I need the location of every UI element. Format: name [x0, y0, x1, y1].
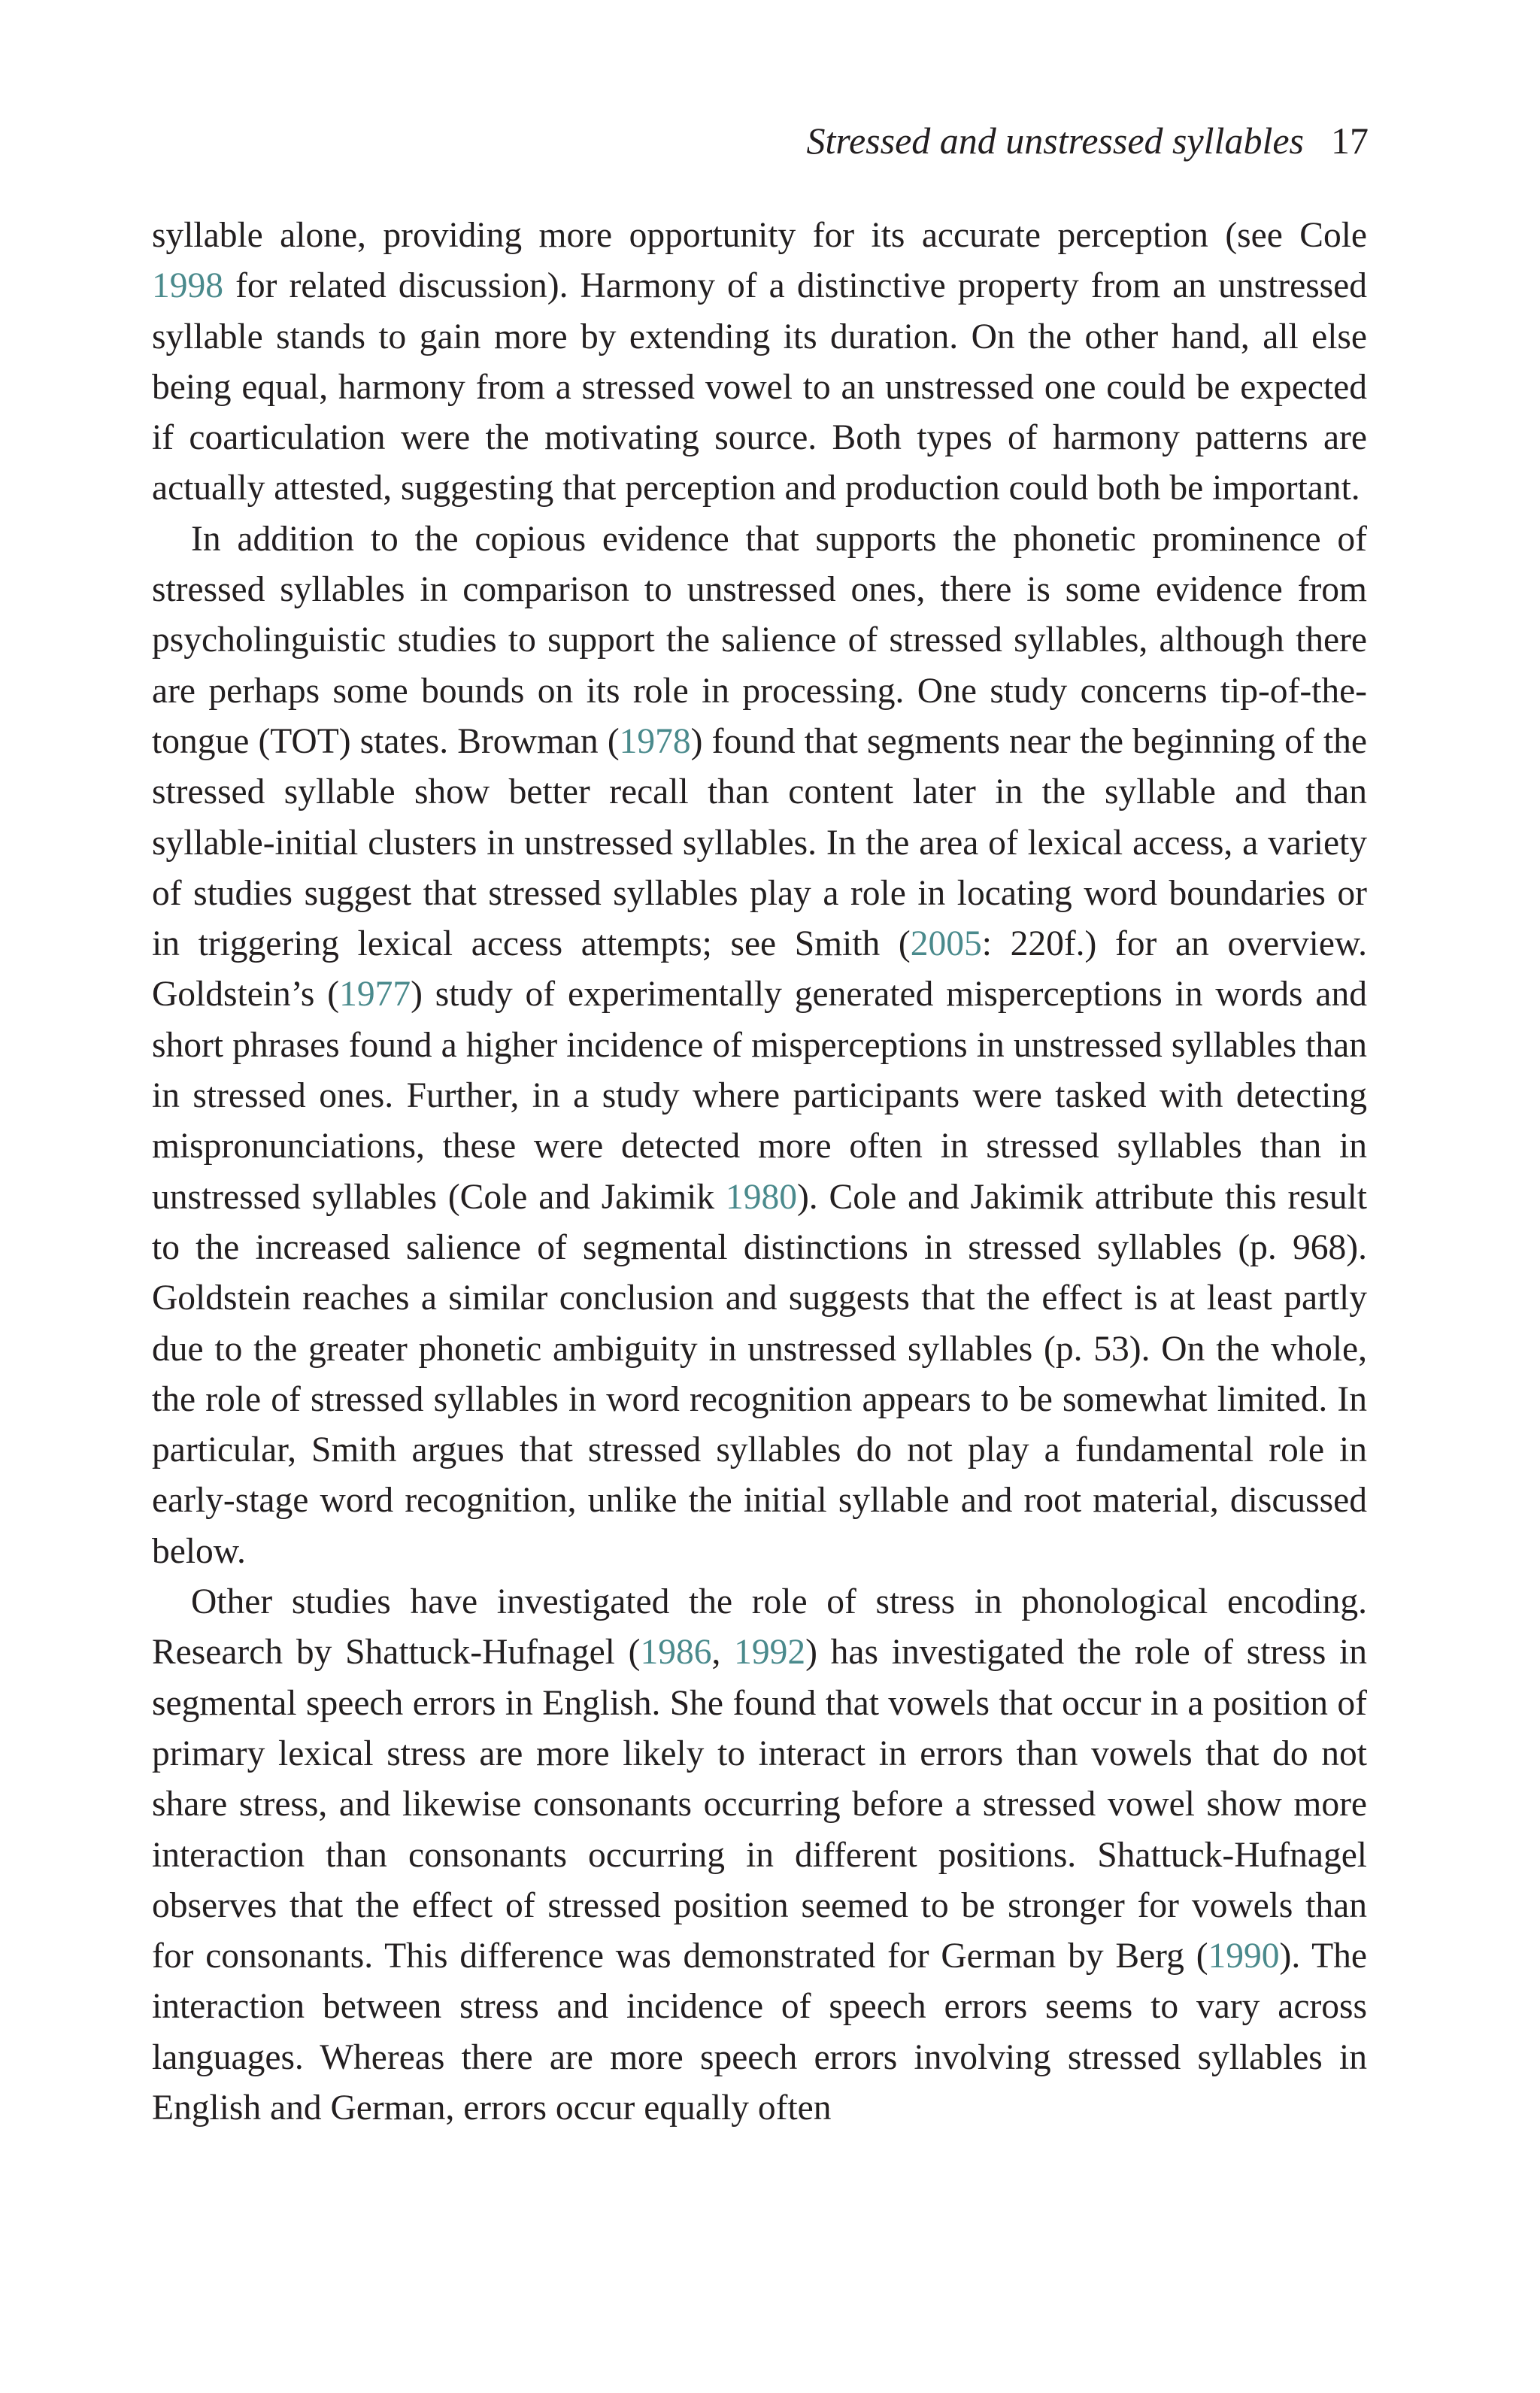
citation-link-shattuck-hufnagel-1986[interactable]: 1986 [640, 1633, 712, 1673]
paragraph-3 [152, 1577, 1367, 2134]
paragraph-2 [152, 514, 1367, 1577]
citation-link-smith-2005[interactable]: 2005 [910, 924, 982, 964]
text-run: : 220f.) for an overview. Goldstein’s ( [152, 924, 1367, 1015]
text-run: , [711, 1633, 735, 1673]
text-run: ) found that segments near the beginning of the stressed syllable show better recall than content later in the syllable and than syllable-initial clusters in unstressed syllables. In the area of lexical access, a variety of studies suggest that stressed syllables play a role in locating word boundaries or in triggering lexical access attempts; see Smith ( [152, 721, 1367, 964]
text-run: ). Cole and Jakimik attribute this result to the increased salience of segmental distinctions in stressed syllables (p. 968). Goldstein reaches a similar conclusion and suggests that the effect is at least partly due to the greater phonetic ambiguity in unstressed syllables (p. 53). On the whole, the role of stressed syllables in word recognition appears to be somewhat limited. In particular, Smith argues that stressed syllables do not play a fundamental role in early-stage word recognition, unlike the initial syllable and root material, discussed below. [152, 1177, 1367, 1571]
text-run: Other studies have investigated the role of stress in phonological encoding. Research by Shattuck-Hufnagel ( [152, 1582, 1367, 1673]
citation-link-browman-1978[interactable]: 1978 [619, 721, 691, 761]
text-run: for related discussion). Harmony of a distinctive property from an unstressed syllable stands to gain more by extending its duration. On the other hand, all else being equal, harmony from a stressed vowel to an unstressed one could be expected if coarticulation were the motivating source. Both types of harmony patterns are actually attested, suggesting that perception and production could both be important. [152, 266, 1367, 508]
citation-link-berg-1990[interactable]: 1990 [1208, 1937, 1280, 1976]
citation-link-shattuck-hufnagel-1992[interactable]: 1992 [734, 1633, 806, 1673]
running-title: Stressed and unstressed syllables [806, 120, 1304, 162]
citation-link-cole-jakimik-1980[interactable]: 1980 [725, 1177, 797, 1217]
citation-link-goldstein-1977[interactable]: 1977 [339, 975, 411, 1015]
citation-link-cole-1998[interactable]: 1998 [152, 266, 223, 306]
page-number: 17 [1331, 120, 1369, 162]
paragraph-1 [152, 211, 1367, 514]
text-run: ) study of experimentally generated misperceptions in words and short phrases found a higher incidence of misperceptions in unstressed syllables than in stressed ones. Further, in a study where participants were tasked with detecting mispronunciations, these were detected more often in stressed syllables than in unstressed syllables (Cole and Jakimik [152, 975, 1367, 1217]
running-head [806, 114, 1369, 167]
body-text [152, 211, 1367, 2134]
text-run: ). The interaction between stress and incidence of speech errors seems to vary across languages. Whereas there are more speech errors involving stressed syllables in English and German, errors occur equally often [152, 1937, 1368, 2128]
text-run: In addition to the copious evidence that supports the phonetic prominence of stressed syllables in comparison to unstressed ones, there is some evidence from psycholinguistic studies to support the salience of stressed syllables, although there are perhaps some bounds on its role in processing. One study concerns tip-of-the-tongue (TOT) states. Browman ( [152, 519, 1367, 761]
text-run: syllable alone, providing more opportunity for its accurate perception (see Cole [152, 216, 1367, 255]
text-run: ) has investigated the role of stress in segmental speech errors in English. She found that vowels that occur in a position of primary lexical stress are more likely to interact in errors than vowels that do not share stress, and likewise consonants occurring before a stressed vowel show more interaction than consonants occurring in different positions. Shattuck-Hufnagel observes that the effect of stressed position seemed to be stronger for vowels than for consonants. This difference was demonstrated for German by Berg ( [152, 1633, 1368, 1976]
